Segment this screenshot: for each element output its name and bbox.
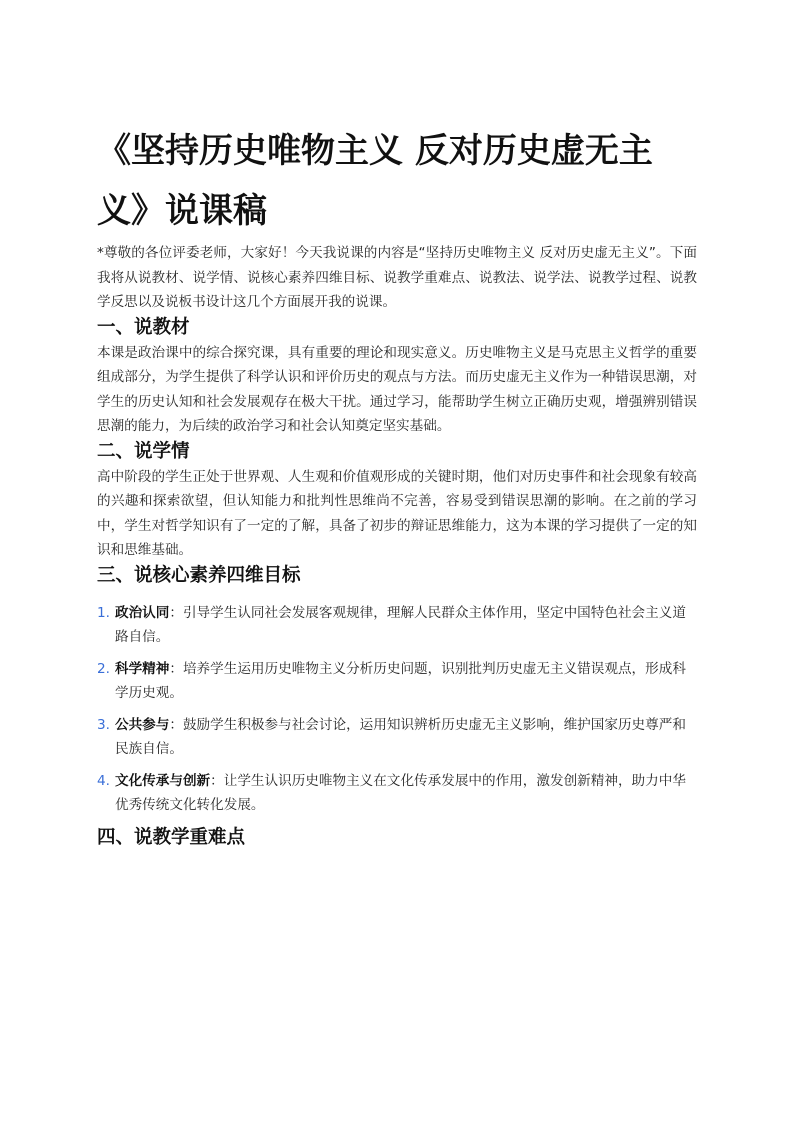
list-item bbox=[97, 601, 697, 650]
intro-paragraph: *尊敬的各位评委老师，大家好！今天我说课的内容是“坚持历史唯物主义 反对历史虚无主义”。下面我将从说教材、说学情、说核心素养四维目标、说教学重难点、说教法、说学法、说教学过程、说教学反思以及说板书设计这几个方面展开我的说课。 bbox=[97, 245, 697, 310]
list-term: 公共参与 bbox=[115, 716, 170, 733]
list-number: 1. bbox=[97, 604, 110, 621]
list-item bbox=[97, 769, 697, 818]
list-item bbox=[97, 713, 697, 762]
list-number: 2. bbox=[97, 660, 110, 677]
section-heading-student-analysis: 二、说学情 bbox=[97, 440, 190, 462]
list-term: 政治认同 bbox=[115, 604, 170, 621]
section-heading-core-goals: 三、说核心素养四维目标 bbox=[97, 564, 301, 586]
list-text: 让学生认识历史唯物主义在文化传承发展中的作用，激发创新精神，助力中华优秀传统文化转化发展。 bbox=[115, 772, 686, 813]
section-heading-key-difficulties: 四、说教学重难点 bbox=[97, 826, 246, 848]
list-text: 鼓励学生积极参与社会讨论，运用知识辨析历史虚无主义影响，维护国家历史尊严和民族自信。 bbox=[115, 716, 686, 757]
section-body-textbook: 本课是政治课中的综合探究课，具有重要的理论和现实意义。历史唯物主义是马克思主义哲学的重要组成部分，为学生提供了科学认识和评价历史的观点与方法。而历史虚无主义作为一种错误思潮，对学生的历史认知和社会发展观存在极大干扰。通过学习，能帮助学生树立正确历史观，增强辨别错误思潮的能力，为后续的政治学习和社会认知奠定坚实基础。 bbox=[97, 344, 697, 434]
list-number: 3. bbox=[97, 716, 110, 733]
list-separator: ： bbox=[169, 660, 183, 677]
list-separator: ： bbox=[169, 716, 183, 733]
list-term: 科学精神 bbox=[115, 660, 170, 677]
list-term: 文化传承与创新 bbox=[115, 772, 211, 789]
list-separator: ： bbox=[210, 772, 224, 789]
section-heading-textbook: 一、说教材 bbox=[97, 316, 190, 338]
document-title: 《坚持历史唯物主义 反对历史虚无主义》说课稿 bbox=[97, 131, 653, 231]
section-body-student-analysis: 高中阶段的学生正处于世界观、人生观和价值观形成的关键时期，他们对历史事件和社会现象有较高的兴趣和探索欲望，但认知能力和批判性思维尚不完善，容易受到错误思潮的影响。在之前的学习中，学生对哲学知识有了一定的了解，具备了初步的辩证思维能力，这为本课的学习提供了一定的知识和思维基础。 bbox=[97, 468, 697, 558]
list-separator: ： bbox=[169, 604, 183, 621]
list-text: 培养学生运用历史唯物主义分析历史问题，识别批判历史虚无主义错误观点，形成科学历史观。 bbox=[115, 660, 686, 701]
list-text: 引导学生认同社会发展客观规律，理解人民群众主体作用，坚定中国特色社会主义道路自信。 bbox=[115, 604, 686, 645]
list-number: 4. bbox=[97, 772, 110, 789]
list-item bbox=[97, 657, 697, 706]
core-goals-list bbox=[97, 601, 697, 818]
